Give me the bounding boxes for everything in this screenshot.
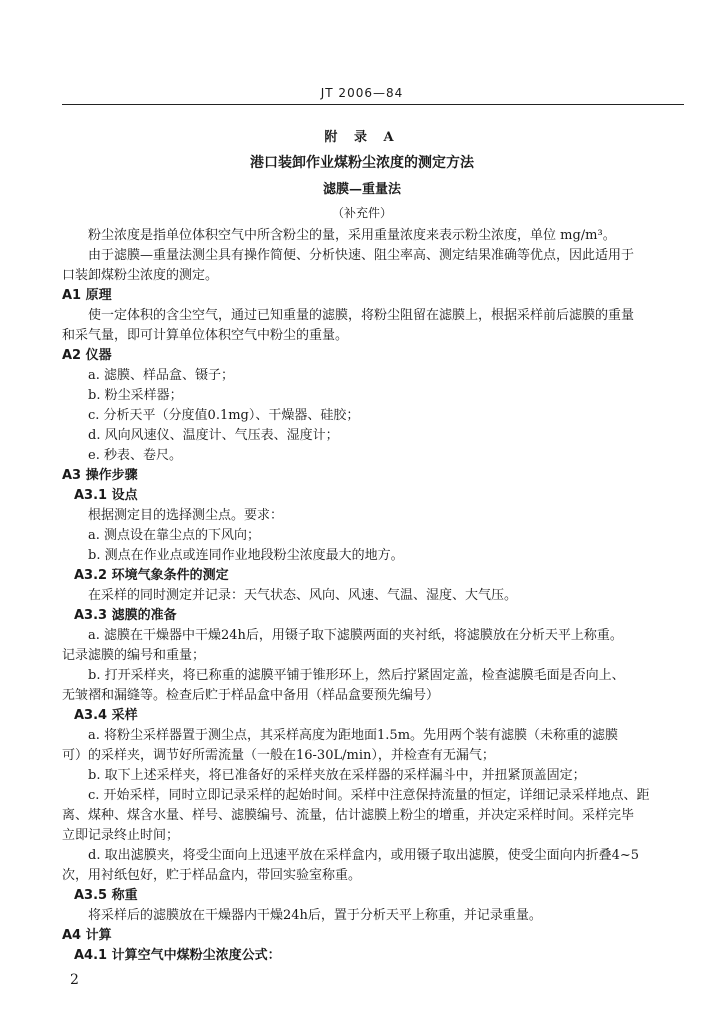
body-line: 离、煤种、煤含水量、样号、滤膜编号、流量，估计滤膜上粉尘的增重，并决定采样时间。采样完毕 (62, 808, 635, 823)
document-subtitle: 滤膜—重量法 (322, 182, 401, 197)
section-heading: A1 原理 (62, 288, 112, 303)
header-rule (62, 104, 684, 105)
list-item: b. 取下上述采样夹，将已准备好的采样夹放在采样器的采样漏斗中，并扭紧顶盖固定； (88, 768, 586, 783)
body-line: 记录滤膜的编号和重量； (62, 648, 206, 663)
subsection-heading: A3.1 设点 (74, 488, 138, 503)
section-heading: A3 操作步骤 (62, 468, 138, 483)
supplement-note: （补充件） (331, 206, 392, 220)
body-line: 立即记录终止时间； (62, 828, 180, 843)
list-item: d. 风向风速仪、温度计、气压表、湿度计； (88, 428, 339, 443)
subsection-heading: A3.2 环境气象条件的测定 (74, 568, 229, 583)
document-title: 港口装卸作业煤粉尘浓度的测定方法 (250, 155, 474, 171)
page-number: 2 (70, 972, 79, 988)
list-item: c. 开始采样，同时立即记录采样的起始时间。采样中注意保持流量的恒定，详细记录采样地点、距 (88, 788, 650, 803)
list-item: b. 打开采样夹，将已称重的滤膜平铺于锥形环上，然后拧紧固定盖，检查滤膜毛面是否向上、 (88, 668, 625, 683)
list-item: e. 秒表、卷尺。 (88, 448, 182, 463)
body-line: 在采样的同时测定并记录：天气状态、风向、风速、气温、湿度、大气压。 (88, 588, 518, 603)
list-item: d. 取出滤膜夹，将受尘面向上迅速平放在采样盒内，或用镊子取出滤膜，使受尘面向内折叠4~5 (88, 848, 640, 863)
appendix-label: 附 录 A (324, 130, 400, 145)
list-item: b. 测点在作业点或连同作业地段粉尘浓度最大的地方。 (88, 548, 404, 563)
list-item: a. 测点设在靠尘点的下风向； (88, 528, 261, 543)
subsection-heading: A3.4 采样 (74, 708, 138, 723)
standard-code-header: JT 2006—84 (320, 86, 404, 100)
body-line: 粉尘浓度是指单位体积空气中所含粉尘的量，采用重量浓度来表示粉尘浓度，单位 mg/m³。 (88, 228, 616, 243)
body-line: 和采气量，即可计算单位体积空气中粉尘的重量。 (62, 328, 349, 343)
list-item: c. 分析天平（分度值0.1mg）、干燥器、硅胶； (88, 408, 360, 423)
body-line: 无皱褶和漏缝等。检查后贮于样品盒中备用（样品盒要预先编号） (62, 688, 440, 703)
subsection-heading: A4.1 计算空气中煤粉尘浓度公式： (74, 948, 281, 963)
body-line: 根据测定目的选择测尘点。要求： (88, 508, 284, 523)
body-line: 次，用衬纸包好，贮于样品盒内，带回实验室称重。 (62, 868, 362, 883)
subsection-heading: A3.3 滤膜的准备 (74, 608, 177, 623)
list-item: b. 粉尘采样器； (88, 388, 183, 403)
body-line: 由于滤膜—重量法测尘具有操作简便、分析快速、阻尘率高、测定结果准确等优点，因此适用于 (88, 248, 635, 263)
body-line: 可）的采样夹，调节好所需流量（一般在16-30L/min），并检查有无漏气； (62, 748, 495, 763)
list-item: a. 将粉尘采样器置于测尘点，其采样高度为距地面1.5m。先用两个装有滤膜（未称重的滤膜 (88, 728, 619, 743)
body-line: 将采样后的滤膜放在干燥器内干燥24h后，置于分析天平上称重，并记录重量。 (88, 908, 542, 923)
list-item: a. 滤膜在干燥器中干燥24h后，用镊子取下滤膜两面的夹衬纸，将滤膜放在分析天平上称重。 (88, 628, 623, 643)
body-line: 使一定体积的含尘空气，通过已知重量的滤膜，将粉尘阻留在滤膜上，根据采样前后滤膜的重量 (88, 308, 635, 323)
subsection-heading: A3.5 称重 (74, 888, 138, 903)
list-item: a. 滤膜、样品盒、镊子； (88, 368, 235, 383)
section-heading: A4 计算 (62, 928, 112, 943)
body-line: 口装卸煤粉尘浓度的测定。 (62, 268, 219, 283)
section-heading: A2 仪器 (62, 348, 112, 363)
